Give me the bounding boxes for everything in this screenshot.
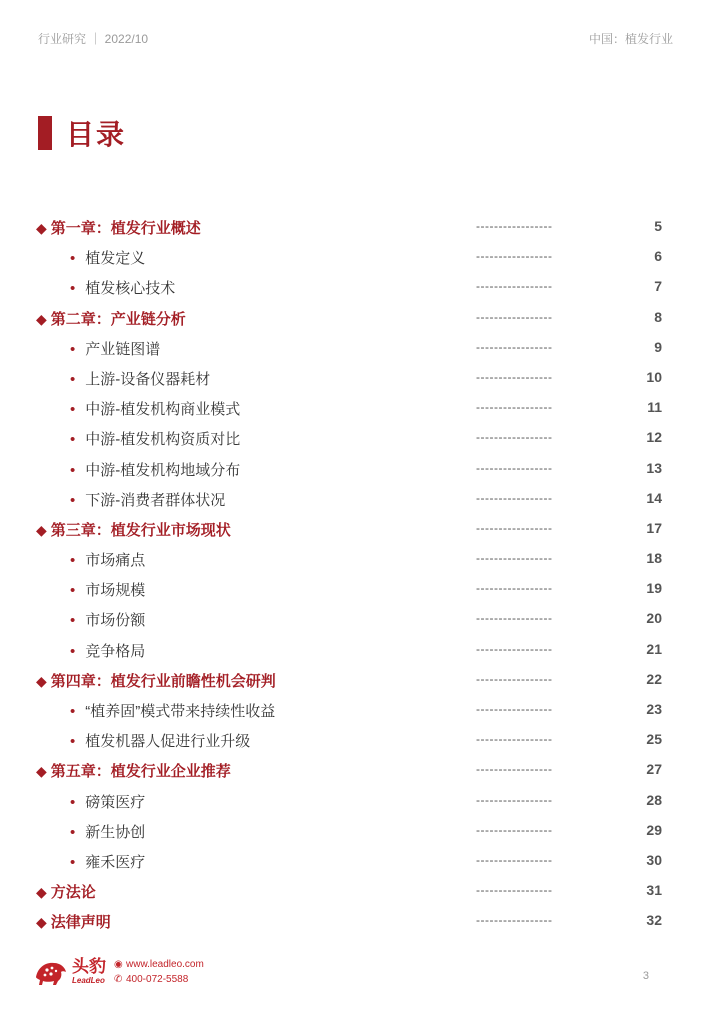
toc-entry-text: 市场痛点 (85, 552, 146, 570)
diamond-bullet-icon: ◆ (36, 914, 47, 931)
toc-leader-dashes: ----------------- (476, 551, 553, 566)
toc-entry-text: 竞争格局 (85, 642, 146, 660)
toc-entry-text: 第五章：植发行业企业推荐 (50, 763, 231, 781)
toc-entry-text: 植发定义 (85, 250, 146, 268)
toc-page-number: 21 (646, 640, 662, 657)
toc-page-number: 7 (654, 278, 662, 295)
toc-section-entry[interactable] (0, 271, 709, 301)
toc-page-number: 22 (646, 670, 662, 687)
toc-section-entry[interactable] (0, 815, 709, 845)
toc-entry-text: 第一章：植发行业概述 (50, 220, 201, 237)
toc-entry-label (70, 821, 145, 842)
toc-leader-dashes: ----------------- (476, 520, 553, 535)
page-title: 目录 (66, 119, 127, 150)
toc-leader-dashes: ----------------- (476, 792, 553, 807)
toc-page-number: 27 (646, 761, 662, 778)
toc-entry-label (70, 428, 240, 449)
dot-bullet-icon: • (70, 401, 76, 419)
toc-page-number: 17 (646, 519, 662, 536)
dot-bullet-icon: • (70, 703, 76, 720)
toc-section-entry[interactable] (0, 241, 709, 271)
dot-bullet-icon: • (70, 370, 76, 388)
toc-page-number: 10 (646, 368, 662, 385)
toc-leader-dashes: ----------------- (476, 883, 553, 898)
report-header-category: 行业研究 ｜ 2022/10 (38, 32, 149, 46)
toc-leader-dashes: ----------------- (476, 249, 553, 264)
toc-page-number: 8 (654, 308, 662, 325)
dot-bullet-icon: • (70, 250, 76, 268)
toc-entry-label (70, 338, 160, 359)
toc-entry-label (70, 700, 275, 721)
dot-bullet-icon: • (70, 823, 76, 841)
toc-section-entry[interactable] (0, 453, 709, 483)
toc-page-number: 11 (647, 399, 662, 416)
toc-leader-dashes: ----------------- (476, 762, 553, 777)
toc-entry-text: 植发核心技术 (85, 280, 176, 298)
leopard-logo-icon (34, 957, 68, 987)
toc-page-number: 14 (646, 489, 662, 506)
toc-section-entry[interactable] (0, 543, 709, 573)
toc-entry-text: 磅策医疗 (85, 793, 146, 811)
toc-chapter-entry[interactable] (0, 302, 709, 332)
toc-leader-dashes: ----------------- (476, 460, 553, 475)
toc-entry-text: 新生协创 (85, 823, 146, 841)
toc-leader-dashes: ----------------- (476, 581, 553, 596)
toc-entry-text: 第二章：产业链分析 (50, 310, 186, 328)
dot-bullet-icon: • (70, 431, 76, 449)
toc-leader-dashes: ----------------- (476, 369, 553, 384)
toc-leader-dashes: ----------------- (476, 913, 553, 928)
toc-leader-dashes: ----------------- (476, 852, 553, 867)
toc-section-entry[interactable] (0, 634, 709, 664)
toc-page-number: 6 (654, 248, 662, 265)
toc-page-number: 13 (646, 459, 662, 476)
table-of-contents (0, 211, 709, 936)
diamond-bullet-icon: ◆ (36, 521, 47, 538)
globe-icon: ◉ (114, 959, 123, 970)
toc-leader-dashes: ----------------- (476, 430, 553, 445)
toc-chapter-entry[interactable] (0, 905, 709, 935)
toc-page-number: 28 (646, 791, 662, 808)
dot-bullet-icon: • (70, 461, 76, 479)
toc-entry-label (70, 489, 225, 510)
toc-chapter-entry[interactable] (0, 211, 709, 241)
toc-section-entry[interactable] (0, 332, 709, 362)
toc-page-number: 18 (646, 550, 662, 567)
toc-entry-label (70, 730, 250, 751)
toc-page-number: 5 (654, 218, 662, 234)
toc-entry-label (70, 459, 240, 480)
toc-entry-label (36, 760, 231, 781)
toc-section-entry[interactable] (0, 392, 709, 422)
toc-page-number: 31 (646, 882, 662, 899)
toc-chapter-entry[interactable] (0, 513, 709, 543)
phone-icon: ✆ (114, 974, 123, 985)
toc-leader-dashes: ----------------- (476, 641, 553, 656)
dot-bullet-icon: • (70, 853, 76, 871)
toc-section-entry[interactable] (0, 603, 709, 633)
toc-section-entry[interactable] (0, 724, 709, 754)
toc-section-entry[interactable] (0, 483, 709, 513)
toc-entry-text: 方法论 (50, 884, 96, 902)
toc-page-number: 25 (646, 731, 662, 748)
toc-page-number: 20 (646, 610, 662, 627)
toc-leader-dashes: ----------------- (476, 309, 553, 324)
toc-leader-dashes: ----------------- (476, 339, 553, 354)
toc-leader-dashes: ----------------- (476, 219, 553, 233)
website-link[interactable]: www.leadleo.com (126, 959, 204, 970)
dot-bullet-icon: • (70, 280, 76, 298)
phone-line (114, 972, 204, 987)
toc-entry-label (70, 640, 145, 661)
toc-entry-text: 第三章：植发行业市场现状 (50, 521, 231, 539)
contact-info (114, 957, 204, 987)
toc-leader-dashes: ----------------- (476, 490, 553, 505)
toc-page-number: 32 (646, 912, 662, 929)
dot-bullet-icon: • (70, 733, 76, 751)
footer-brand (34, 957, 204, 987)
toc-leader-dashes: ----------------- (476, 671, 553, 686)
toc-entry-label (70, 851, 145, 872)
dot-bullet-icon: • (70, 642, 76, 660)
diamond-bullet-icon: ◆ (36, 763, 47, 780)
toc-section-entry[interactable] (0, 573, 709, 603)
website-line (114, 957, 204, 972)
diamond-bullet-icon: ◆ (36, 884, 47, 901)
toc-entry-text: 中游-植发机构地域分布 (85, 461, 241, 479)
toc-section-entry[interactable] (0, 845, 709, 875)
toc-entry-text: 第四章：植发行业前瞻性机会研判 (50, 672, 276, 690)
diamond-bullet-icon: ◆ (36, 220, 47, 236)
toc-entry-label (70, 549, 145, 570)
toc-entry-label (36, 911, 111, 932)
toc-leader-dashes: ----------------- (476, 702, 553, 716)
toc-entry-text: 雍禾医疗 (85, 853, 146, 871)
toc-entry-label (70, 398, 240, 419)
toc-chapter-entry[interactable] (0, 875, 709, 905)
toc-section-entry[interactable] (0, 785, 709, 815)
dot-bullet-icon: • (70, 612, 76, 630)
toc-chapter-entry[interactable] (0, 754, 709, 784)
toc-leader-dashes: ----------------- (476, 400, 553, 415)
toc-section-entry[interactable] (0, 362, 709, 392)
phone-number: 400-072-5588 (126, 974, 189, 985)
toc-page-number: 9 (654, 338, 662, 355)
page-title-block (38, 114, 126, 152)
toc-page-number: 12 (646, 429, 662, 446)
toc-leader-dashes: ----------------- (476, 732, 553, 747)
toc-page-number: 29 (646, 821, 662, 838)
title-accent-bar (38, 116, 52, 150)
toc-entry-text: 市场规模 (85, 582, 146, 600)
page-number: 3 (642, 970, 649, 982)
toc-entry-label (70, 579, 145, 600)
toc-page-number: 23 (646, 701, 662, 717)
toc-entry-label (70, 368, 210, 389)
toc-entry-label (36, 519, 231, 540)
dot-bullet-icon: • (70, 491, 76, 509)
toc-entry-text: 下游-消费者群体状况 (85, 491, 226, 509)
toc-entry-text: 中游-植发机构商业模式 (85, 401, 241, 419)
diamond-bullet-icon: ◆ (36, 310, 47, 327)
toc-leader-dashes: ----------------- (476, 279, 553, 294)
toc-entry-label (36, 670, 276, 691)
toc-entry-text: 市场份额 (85, 612, 146, 630)
toc-entry-text: 中游-植发机构资质对比 (85, 431, 241, 449)
logo-chinese-name: 头豹 (72, 957, 106, 976)
toc-entry-label (70, 791, 145, 812)
diamond-bullet-icon: ◆ (36, 672, 47, 689)
toc-chapter-entry[interactable] (0, 664, 709, 694)
toc-section-entry[interactable] (0, 694, 709, 724)
report-header-topic: 中国：植发行业 (588, 32, 673, 46)
toc-entry-text: 产业链图谱 (85, 340, 161, 358)
logo-english-name: LeadLeo (72, 976, 105, 985)
toc-section-entry[interactable] (0, 422, 709, 452)
toc-entry-label (70, 247, 145, 268)
toc-leader-dashes: ----------------- (476, 611, 553, 626)
dot-bullet-icon: • (70, 340, 76, 358)
toc-entry-label (36, 881, 96, 902)
toc-entry-label (70, 277, 175, 298)
toc-entry-text: “植养固”模式带来持续性收益 (85, 703, 276, 720)
toc-entry-text: 法律声明 (50, 914, 111, 932)
toc-entry-label (36, 217, 201, 238)
toc-entry-text: 植发机器人促进行业升级 (85, 733, 251, 751)
toc-leader-dashes: ----------------- (476, 822, 553, 837)
dot-bullet-icon: • (70, 793, 76, 811)
toc-page-number: 30 (646, 851, 662, 868)
toc-page-number: 19 (646, 580, 662, 597)
dot-bullet-icon: • (70, 582, 76, 600)
toc-entry-label (36, 308, 186, 329)
toc-entry-label (70, 609, 145, 630)
toc-entry-text: 上游-设备仪器耗材 (85, 370, 211, 388)
dot-bullet-icon: • (70, 552, 76, 570)
